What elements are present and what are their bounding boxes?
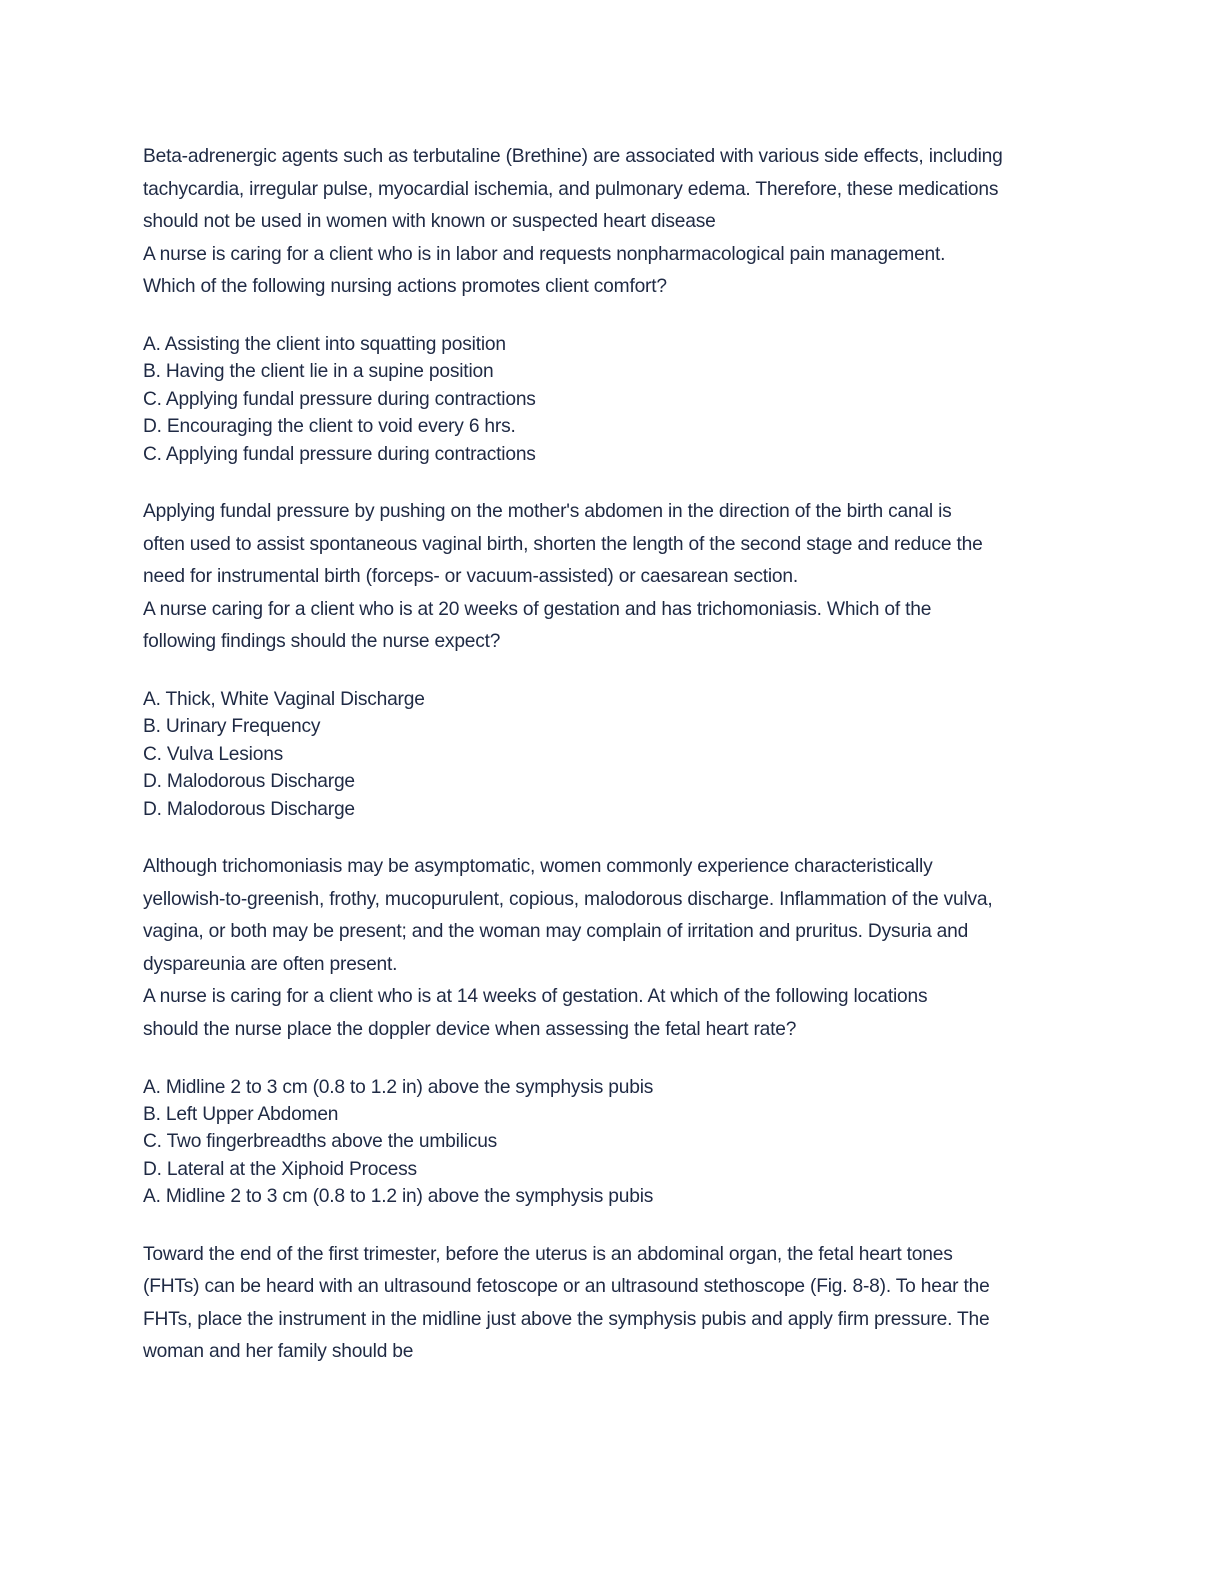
- answer-option: C. Vulva Lesions: [143, 743, 284, 765]
- text-line: FHTs, place the instrument in the midline just above the symphysis pubis and apply firm pressure. The: [143, 1308, 990, 1330]
- rationale-paragraph: [143, 141, 1083, 304]
- answer-option: B. Having the client lie in a supine position: [143, 361, 494, 383]
- question-line: following findings should the nurse expect?: [143, 631, 501, 653]
- correct-answer: D. Malodorous Discharge: [143, 798, 355, 820]
- text-line: Applying fundal pressure by pushing on the mother's abdomen in the direction of the birth canal is: [143, 501, 952, 522]
- text-line: (FHTs) can be heard with an ultrasound fetoscope or an ultrasound stethoscope (Fig. 8-8). To hear the: [143, 1276, 990, 1298]
- question-line: Which of the following nursing actions promotes client comfort?: [143, 276, 667, 298]
- rationale-paragraph: [143, 496, 1083, 659]
- text-line: yellowish-to-greenish, frothy, mucopurulent, copious, malodorous discharge. Inflammation of the vulva,: [143, 888, 993, 910]
- answer-option: A. Thick, White Vaginal Discharge: [143, 688, 425, 710]
- text-line: Toward the end of the first trimester, before the uterus is an abdominal organ, the fetal heart tones: [143, 1243, 953, 1265]
- question-line: should the nurse place the doppler device when assessing the fetal heart rate?: [143, 1018, 797, 1040]
- answer-options: [143, 686, 1083, 823]
- text-line: should not be used in women with known or suspected heart disease: [143, 211, 716, 233]
- text-line: need for instrumental birth (forceps- or vacuum-assisted) or caesarean section.: [143, 566, 798, 588]
- text-line: tachycardia, irregular pulse, myocardial ischemia, and pulmonary edema. Therefore, these medications: [143, 178, 999, 200]
- question-line: A nurse caring for a client who is at 20 weeks of gestation and has trichomoniasis. Which of the: [143, 598, 932, 620]
- answer-options: [143, 331, 1083, 468]
- text-line: woman and her family should be: [143, 1341, 414, 1363]
- correct-answer: A. Midline 2 to 3 cm (0.8 to 1.2 in) above the symphysis pubis: [143, 1186, 654, 1208]
- text-line: dyspareunia are often present.: [143, 953, 398, 975]
- answer-option: B. Left Upper Abdomen: [143, 1103, 339, 1125]
- answer-option: A. Assisting the client into squatting position: [143, 333, 506, 355]
- document-content: [143, 141, 1083, 1369]
- text-line: often used to assist spontaneous vaginal birth, shorten the length of the second stage and reduce the: [143, 533, 983, 555]
- text-line: vagina, or both may be present; and the woman may complain of irritation and pruritus. Dysuria and: [143, 921, 969, 943]
- answer-option: C. Applying fundal pressure during contractions: [143, 388, 536, 410]
- answer-option: B. Urinary Frequency: [143, 716, 321, 738]
- answer-option: D. Encouraging the client to void every 6 hrs.: [143, 416, 516, 438]
- answer-option: A. Midline 2 to 3 cm (0.8 to 1.2 in) above the symphysis pubis: [143, 1076, 654, 1098]
- rationale-paragraph: [143, 851, 1083, 1047]
- answer-option: C. Two fingerbreadths above the umbilicus: [143, 1131, 498, 1153]
- answer-option: D. Malodorous Discharge: [143, 771, 355, 793]
- correct-answer: C. Applying fundal pressure during contractions: [143, 443, 536, 465]
- answer-option: D. Lateral at the Xiphoid Process: [143, 1158, 417, 1180]
- question-line: A nurse is caring for a client who is in labor and requests nonpharmacological pain management.: [143, 243, 946, 265]
- question-line: A nurse is caring for a client who is at 14 weeks of gestation. At which of the following locations: [143, 986, 928, 1008]
- text-line: Although trichomoniasis may be asymptomatic, women commonly experience characteristically: [143, 856, 933, 877]
- text-line: Beta-adrenergic agents such as terbutaline (Brethine) are associated with various side effects, including: [143, 146, 1003, 167]
- rationale-paragraph: [143, 1239, 1083, 1369]
- answer-options: [143, 1074, 1083, 1211]
